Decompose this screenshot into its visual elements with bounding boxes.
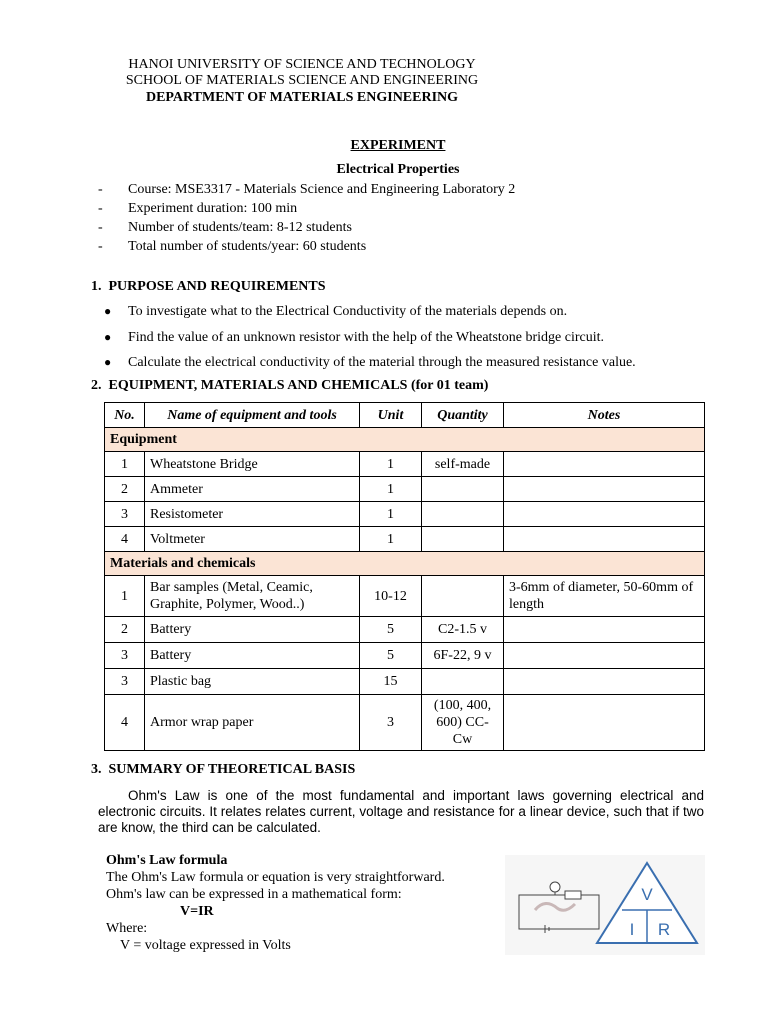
table-row: 1 Bar samples (Metal, Ceamic, Graphite, Polymer, Wood..) 10-12 3-6mm of diameter, 50-60mm of length (105, 576, 705, 617)
triangle-v-label: V (641, 885, 653, 904)
formula-line-1: The Ohm's Law formula or equation is very straightforward. (106, 870, 445, 885)
section-3-heading: 3. SUMMARY OF THEORETICAL BASIS (91, 762, 356, 777)
purpose-bullet-2: ● Find the value of an unknown resistor with the help of the Wheatstone bridge circuit. (104, 330, 605, 345)
school-name: SCHOOL OF MATERIALS SCIENCE AND ENGINEERING (125, 73, 479, 88)
table-row: 4 Voltmeter 1 (105, 527, 705, 552)
experiment-subject: Electrical Properties (336, 162, 460, 177)
table-row: 2 Ammeter 1 (105, 477, 705, 502)
equipment-table (104, 402, 705, 751)
section-2-heading: 2. EQUIPMENT, MATERIALS AND CHEMICALS (for 01 team) (91, 378, 489, 393)
info-duration: - Experiment duration: 100 min (98, 201, 298, 216)
formula-equation: V=IR (180, 904, 214, 919)
col-unit: Unit (360, 403, 422, 428)
col-no: No. (105, 403, 145, 428)
formula-line-2: Ohm's law can be expressed in a mathematical form: (106, 887, 402, 902)
table-row: 3 Plastic bag 15 (105, 669, 705, 695)
info-course: - Course: MSE3317 - Materials Science and Engineering Laboratory 2 (98, 182, 516, 197)
section-1-heading: 1. PURPOSE AND REQUIREMENTS (91, 279, 326, 294)
university-name: HANOI UNIVERSITY OF SCIENCE AND TECHNOLOGY (128, 57, 476, 72)
col-quantity: Quantity (422, 403, 504, 428)
table-row: 3 Resistometer 1 (105, 502, 705, 527)
purpose-bullet-3: ● Calculate the electrical conductivity of the material through the measured resistance value. (104, 355, 636, 370)
col-notes: Notes (504, 403, 705, 428)
voltage-definition: V = voltage expressed in Volts (120, 938, 291, 953)
formula-heading: Ohm's Law formula (106, 853, 228, 868)
experiment-label: EXPERIMENT (350, 138, 446, 153)
purpose-bullet-1: ● To investigate what to the Electrical Conductivity of the materials depends on. (104, 304, 568, 319)
department-name: DEPARTMENT OF MATERIALS ENGINEERING (145, 90, 459, 105)
table-row: 2 Battery 5 C2-1.5 v (105, 617, 705, 643)
info-team-size: - Number of students/team: 8-12 students (98, 220, 352, 235)
table-row: 4 Armor wrap paper 3 (100, 400, 600) CC-Cw (105, 695, 705, 751)
ohms-law-diagram (505, 855, 705, 955)
info-students-year: - Total number of students/year: 60 students (98, 239, 367, 254)
table-row: 1 Wheatstone Bridge 1 self-made (105, 452, 705, 477)
col-name: Name of equipment and tools (145, 403, 360, 428)
group-row-materials: Materials and chemicals (105, 552, 705, 576)
table-header-row (105, 403, 705, 428)
where-label: Where: (106, 921, 148, 936)
triangle-r-label: R (657, 920, 671, 939)
table-row: 3 Battery 5 6F-22, 9 v (105, 643, 705, 669)
triangle-i-label: I (629, 920, 635, 939)
group-row-equipment: Equipment (105, 428, 705, 452)
ohms-law-paragraph: Ohm's Law is one of the most fundamental and important laws governing electrical and electronic circuits. It relates relates current, voltage and resistance for a linear device, such that if two are know, the third can be calculated. (98, 788, 704, 835)
